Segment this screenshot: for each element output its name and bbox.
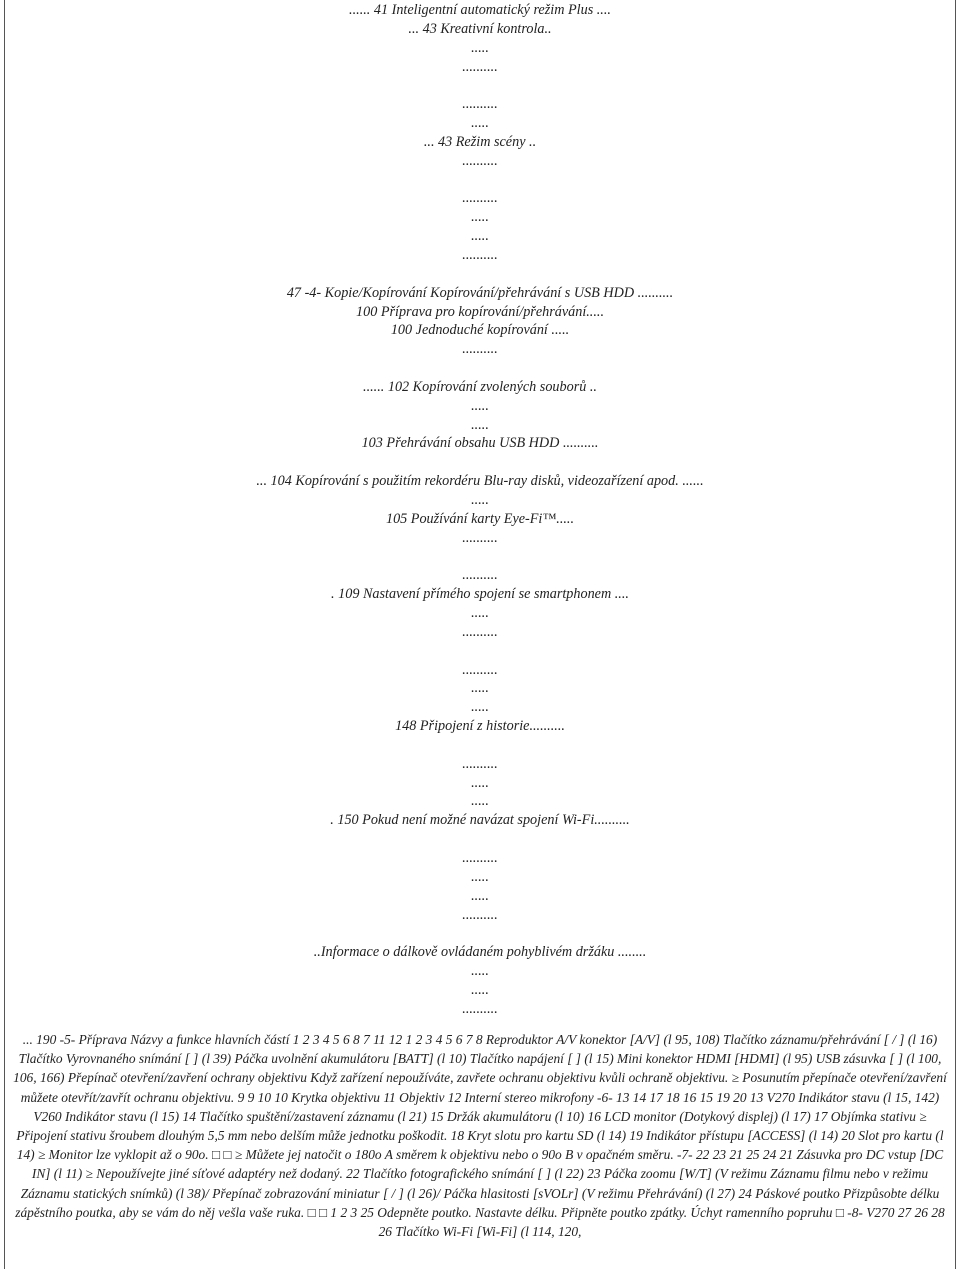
toc-line: .......... <box>462 1000 498 1017</box>
toc-line: .......... <box>462 755 498 772</box>
toc-line: .......... <box>462 341 498 358</box>
toc-line: ..... <box>471 228 489 245</box>
toc-line: ..... <box>471 699 489 716</box>
toc-line: ...... 102 Kopírování zvolených souborů .. <box>363 378 597 395</box>
toc-line: .......... <box>462 58 498 75</box>
toc-line: .......... <box>462 567 498 584</box>
toc-line: ..... <box>471 491 489 508</box>
toc-line <box>0 171 960 190</box>
toc-line <box>0 830 960 849</box>
toc-line <box>0 642 960 661</box>
body-paragraph: ... 190 -5- Příprava Názvy a funkce hlavních částí 1 2 3 4 5 6 8 7 11 12 1 2 3 4 5 6 7 8 Reproduktor A/V konektor [A/V] (l 95, 108) Tlačítko záznamu/přehrávání [ / ] (l 16) Tlačítko Vyrovnaného snímání [ ] (l 39) Páčka uvolnění akumulátoru [BATT] (l 10) Tlačítko napájení [ ] (l 15) Mini konektor HDMI [HDMI] (l 95) USB zásuvka [ ] (l 100, 106, 166) Přepínač otevření/zavření ochrany objektivu Když zařízení nepoužíváte, zavřete ochranu objektivu kvůli ochraně objektivu. ≥ Posunutím přepínače otevření/zavření můžete otevřít/zavřít ochranu objektivu. 9 9 10 10 Krytka objektivu 11 Objektiv 12 Interní stereo mikrofony -6- 13 14 17 18 16 15 19 20 13 V270 Indikátor stavu (l 15, 142) V260 Indikátor stavu (l 15) 14 Tlačítko spuštění/zastavení záznamu (l 21) 15 Držák akumulátoru (l 10) 16 LCD monitor (Dotykový displej) (l 17) 17 Objímka stativu ≥ Připojení stativu šroubem dlouhým 5,5 mm nebo delším může jednotku poškodit. 18 Kryt slotu pro kartu SD (l 14) 19 Indikátor přístupu [ACCESS] (l 14) 20 Slot pro kartu (l 14) ≥ Monitor lze vyklopit až o 90o. □ □ ≥ Můžete jej natočit o 180o A směrem k objektivu nebo o 90o B v opačném směru. -7- 22 23 21 25 24 21 Zásuvka pro DC vstup [DC IN] (l 11) ≥ Nepoužívejte jiné síťové adaptéry než dodaný. 22 Tlačítko fotografického snímání [ ] (l 22) 23 Páčka zoomu [W/T] (V režimu Záznamu filmu nebo v režimu Záznamu statických snímků) (l 38)/ Přepínač zobrazování miniatur [ / ] (l 26)/ Páčka hlasitosti [sVOLr] (V režimu Přehrávání) (l 27) 24 Páskové poutko Přizpůsobte délku zápěstního poutka, aby se vám do něj vešla vaše ruka. □ □ 1 2 3 25 Odepněte poutko. Nastavte délku. Připněte poutko zpátky. Úchyt ramenního popruhu □ -8- V270 27 26 28 26 Tlačítko Wi-Fi [Wi-Fi] (l 114, 120, <box>13 1032 947 1240</box>
toc-line: ..... <box>471 981 489 998</box>
toc-line <box>0 547 960 566</box>
toc-line: .......... <box>462 529 498 546</box>
toc-line: ..... <box>471 887 489 904</box>
toc-line: 103 Přehrávání obsahu USB HDD .......... <box>361 435 599 452</box>
toc-line: ... 43 Kreativní kontrola.. <box>408 20 552 37</box>
toc-line: .......... <box>462 246 498 263</box>
toc-line: .......... <box>462 190 498 207</box>
toc-line: ..... <box>471 605 489 621</box>
toc-line: .......... <box>462 906 498 923</box>
toc-line: ..... <box>471 793 489 810</box>
toc-line: .......... <box>462 623 498 640</box>
toc-line: .......... <box>462 152 498 169</box>
toc-line: 148 Připojení z historie.......... <box>395 718 565 735</box>
toc-line: ..... <box>471 868 489 885</box>
toc-line: ..... <box>471 963 489 980</box>
toc-line: ..... <box>471 774 489 791</box>
toc-line: .......... <box>462 661 498 678</box>
toc-line: ...... 41 Inteligentní automatický režim Plus .... <box>349 2 611 18</box>
toc-line: ..... <box>471 209 489 226</box>
toc-line: ..... <box>471 397 489 414</box>
toc-line: ..... <box>471 115 489 132</box>
toc-line: 105 Používání karty Eye-Fi™..... <box>385 510 575 527</box>
table-of-contents <box>0 1 960 1019</box>
toc-line: ... 43 Režim scény .. <box>423 133 537 150</box>
toc-line <box>0 359 960 378</box>
toc-line: .......... <box>462 849 498 866</box>
toc-line <box>0 265 960 284</box>
toc-line <box>0 924 960 943</box>
toc-line: ..... <box>471 680 489 697</box>
toc-line: 100 Příprava pro kopírování/přehrávání..... <box>356 303 604 320</box>
toc-line: 100 Jednoduché kopírování ..... <box>390 322 570 339</box>
toc-line: ..Informace o dálkově ovládaném pohyblivém držáku ........ <box>313 944 647 961</box>
body-text-block <box>7 1030 953 1241</box>
toc-line: ... 104 Kopírování s použitím rekordéru Blu-ray disků, videozařízení apod. ...... <box>256 473 704 490</box>
toc-line <box>0 76 960 95</box>
toc-line <box>0 736 960 755</box>
toc-line: ..... <box>471 416 489 433</box>
toc-line: .......... <box>462 96 498 113</box>
toc-line: 47 -4- Kopie/Kopírování Kopírování/přehrávání s USB HDD .......... <box>286 284 674 301</box>
toc-line: . 150 Pokud není možné navázat spojení Wi-Fi.......... <box>330 812 630 829</box>
toc-line <box>0 453 960 472</box>
toc-line: . 109 Nastavení přímého spojení se smartphonem .... <box>331 586 629 603</box>
toc-line: ..... <box>471 39 489 56</box>
